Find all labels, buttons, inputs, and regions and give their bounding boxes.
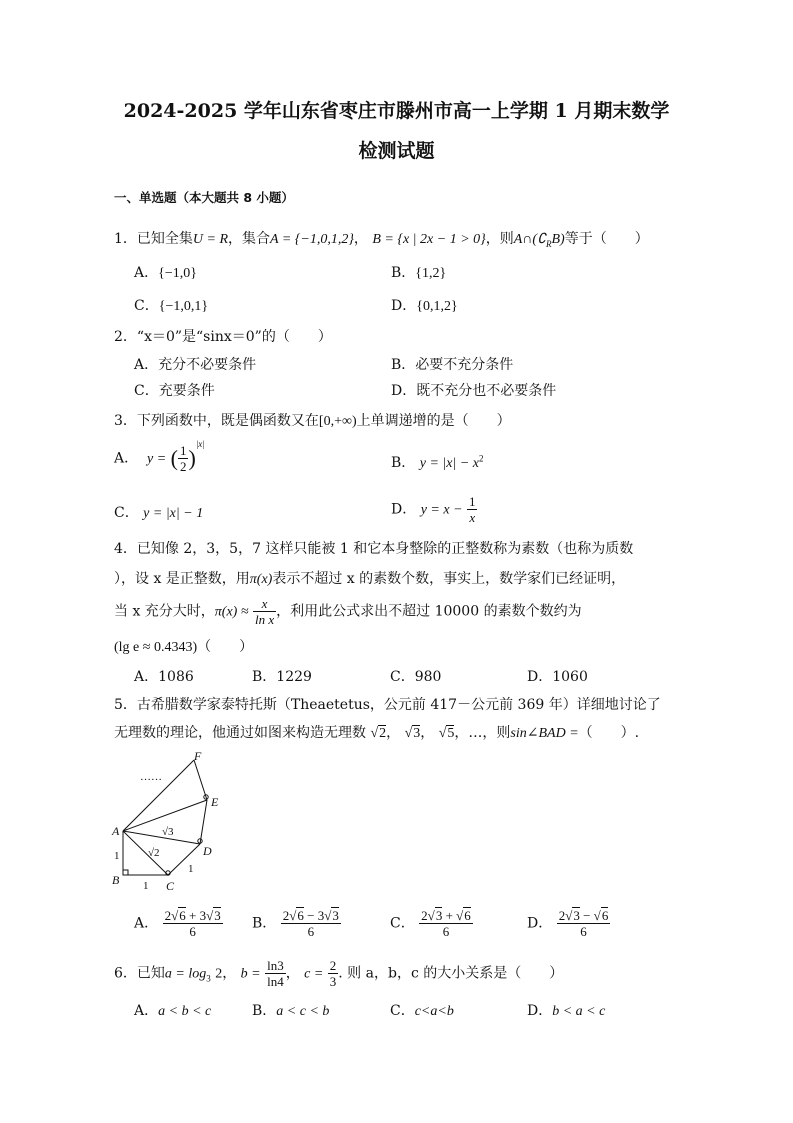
section-heading-single-choice: 一、单选题（本大题共 8 小题） (114, 190, 294, 205)
label-D: D (203, 844, 212, 858)
label-one-BC: 1 (143, 880, 149, 892)
q6-option-a[interactable]: A．a < b < c (134, 1003, 212, 1019)
q1-universal-set: U = R (192, 232, 229, 247)
label-sqrt3: √3 (162, 826, 174, 838)
question-5-line2: 无理数的理论，他通过如图来构造无理数 √2， √3， √5，…，则sin∠BAD =（ ）. (114, 725, 640, 741)
segment-EF (194, 760, 207, 800)
label-one-CD: 1 (188, 863, 194, 875)
q5-option-c[interactable]: C． $\frac{2√3 + √6}{6}$ (390, 908, 471, 939)
q1-stem-a: 1．已知全集 (114, 231, 193, 247)
q4-option-c[interactable]: C．980 (390, 669, 442, 685)
q1-stem-c: ，则 (485, 231, 514, 247)
question-2-stem: 2．“x＝0”是“sinx＝0”的（ ） (114, 329, 332, 345)
q2-option-b[interactable]: B．必要不充分条件 (391, 357, 514, 373)
theaetetus-spiral-figure (110, 748, 230, 896)
q2-option-c[interactable]: C．充要条件 (134, 383, 215, 399)
exam-title-line2: 检测试题 (358, 140, 435, 162)
q3-option-b[interactable]: B． $y = |x| - x^2$ (391, 453, 484, 471)
question-5-line1: 5．古希腊数学家泰特托斯（Theaetetus，公元前 417－公元前 369 年）详细地讨论了 (114, 697, 661, 713)
q4-option-a[interactable]: A．1086 (134, 669, 194, 685)
label-dots: …… (140, 771, 162, 783)
question-3-stem: 3．下列函数中，既是偶函数又在[0,+∞)上单调递增的是（ ） (114, 413, 511, 429)
question-6-stem: 6．已知$a = \log_3 2$， b = $\frac{\ln 3}{\ln 4}$ ， c = $\frac{2}{3}$ . 则 a，b，c 的大小关系是（ ） (114, 958, 564, 989)
label-C: C (166, 879, 175, 893)
q3-option-c[interactable]: C． y = |x| − 1 (114, 505, 204, 521)
segment-CD (168, 844, 200, 875)
q6-option-d[interactable]: D．b < a < c (527, 1003, 606, 1019)
q1-stem-d: 等于（ ） (564, 231, 649, 247)
question-4-line3: 当 x 充分大时，π(x) ≈ $\frac{x}{\text{ln x}}$ ，利用此公式求出不超过 10000 的素数个数约为 (114, 596, 582, 627)
q3-option-a[interactable]: A． y = ( $\frac{1}{2}$ )$^{|x|}$ (114, 438, 205, 474)
q1-option-a[interactable]: A．{−1,0} (134, 265, 197, 281)
exam-title-line1: 2024-2025 学年山东省枣庄市滕州市高一上学期 1 月期末数学 (123, 100, 670, 122)
segment-DE (200, 800, 207, 844)
question-4-line1: 4．已知像 2，3，5，7 这样只能被 1 和它本身整除的正整数称为素数（也称为质数 (114, 541, 634, 557)
q6-option-b[interactable]: B．a < c < b (252, 1003, 330, 1019)
q3-option-d[interactable]: D． y = x − $\frac{1}{x}$ (391, 494, 476, 525)
q5-option-d[interactable]: D． $\frac{2√3 - √6}{6}$ (527, 908, 609, 939)
label-one-AB: 1 (114, 850, 120, 862)
label-F: F (194, 749, 202, 763)
q1-set-A: A = {−1,0,1,2} (270, 232, 354, 247)
q4-option-b[interactable]: B．1229 (252, 669, 312, 685)
q2-option-d[interactable]: D．既不充分也不必要条件 (391, 383, 557, 399)
question-1-stem: 1．已知全集U = R，集合A = {−1,0,1,2}， B = {x | 2x − 1 > 0}，则$A\cap(∁_RB)$等于（ ） (114, 231, 649, 249)
label-sqrt2: √2 (148, 847, 160, 859)
q5-option-a[interactable]: A． $\frac{2√6 + 3√3}{6}$ (134, 908, 221, 939)
q1-stem-b: ，集合 (228, 231, 271, 247)
q6-option-c[interactable]: C．c<a<b (390, 1003, 454, 1019)
q1-option-b[interactable]: B．{1,2} (391, 265, 447, 281)
q1-expression: $A\cap(∁_RB)$ (513, 232, 565, 249)
question-4-line4: (lg e ≈ 0.4343)（ ） (114, 640, 254, 655)
label-B: B (112, 873, 120, 887)
right-angle-B (123, 870, 128, 875)
label-A: A (112, 824, 120, 838)
q5-option-b[interactable]: B． $\frac{2√6 - 3√3}{6}$ (252, 908, 339, 939)
label-E: E (211, 795, 219, 809)
question-4-line2: ），设 x 是正整数，用π(x)表示不超过 x 的素数个数，事实上，数学家们已经证明， (114, 571, 626, 587)
q1-option-d[interactable]: D．{0,1,2} (391, 298, 458, 314)
q1-set-B: B = {x | 2x − 1 > 0} (372, 232, 486, 247)
q4-option-d[interactable]: D．1060 (527, 669, 588, 685)
q1-option-c[interactable]: C．{−1,0,1} (134, 298, 209, 314)
q2-option-a[interactable]: A．充分不必要条件 (134, 357, 257, 373)
q3-interval: [0,+∞) (318, 414, 357, 429)
